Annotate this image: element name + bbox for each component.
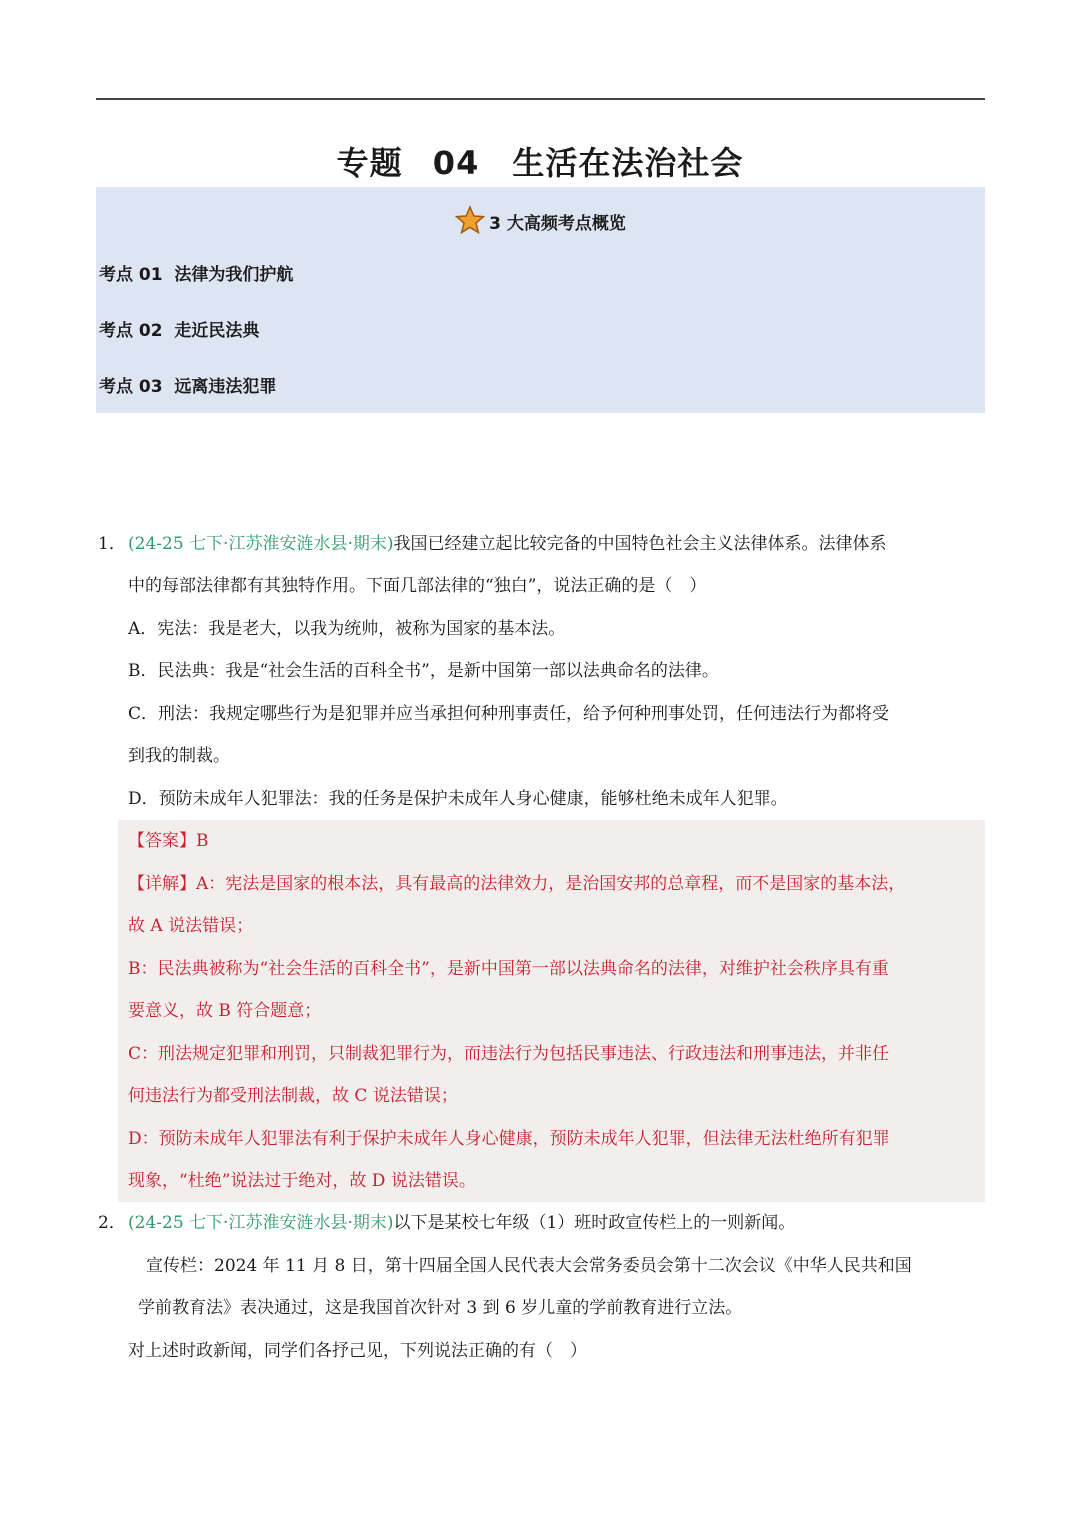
q1-option-a: A．宪法：我是老大，以我为统帅，被称为国家的基本法。 — [128, 619, 566, 639]
q1-explanation-a-line-2: 故 A 说法错误； — [128, 916, 254, 936]
q1-option-c-line-1: C．刑法：我规定哪些行为是犯罪并应当承担何种刑事责任，给予何种刑事处罚，任何违法行为都将受 — [128, 704, 890, 724]
overview-heading — [96, 205, 985, 235]
q1-option-c-line-2: 到我的制裁。 — [128, 746, 230, 766]
q1-explanation-b-line-2: 要意义，故 B 符合题意； — [128, 1001, 322, 1021]
q1-stem-line-1 — [128, 531, 886, 557]
q1-source: (24-25 七下·江苏淮安涟水县·期末) — [128, 534, 394, 554]
q1-explanation-c-line-2: 何违法行为都受刑法制裁，故 C 说法错误； — [128, 1086, 458, 1106]
overview-item-2: 考点 02 走近民法典 — [99, 321, 260, 341]
overview-panel — [96, 187, 985, 413]
overview-item-3: 考点 03 远离违法犯罪 — [99, 377, 277, 397]
q1-answer: 【答案】B — [128, 831, 209, 851]
page-title: 专题 04 生活在法治社会 — [336, 144, 744, 182]
q2-news-line-1: 宣传栏：2024 年 11 月 8 日，第十四届全国人民代表大会常务委员会第十二次会议《中华人民共和国 — [146, 1256, 912, 1276]
q1-option-d: D．预防未成年人犯罪法：我的任务是保护未成年人身心健康，能够杜绝未成年人犯罪。 — [128, 789, 788, 809]
q1-explanation-a-line-1: 【详解】A：宪法是国家的根本法，具有最高的法律效力，是治国安邦的总章程，而不是国家的基本法， — [128, 874, 906, 894]
q1-explanation-d-line-2: 现象，“杜绝”说法过于绝对，故 D 说法错误。 — [128, 1171, 476, 1191]
q2-number: 2． — [98, 1213, 126, 1233]
q1-stem-line-2: 中的每部法律都有其独特作用。下面几部法律的“独白”，说法正确的是（ ） — [128, 576, 707, 596]
star-icon — [455, 205, 485, 235]
header-rule — [96, 98, 985, 100]
overview-item-1: 考点 01 法律为我们护航 — [99, 265, 294, 285]
q1-explanation-c-line-1: C：刑法规定犯罪和刑罚，只制裁犯罪行为，而违法行为包括民事违法、行政违法和刑事违法，并非任 — [128, 1044, 890, 1064]
q1-number: 1． — [98, 534, 126, 554]
q2-question: 对上述时政新闻，同学们各抒己见，下列说法正确的有（ ） — [128, 1341, 587, 1361]
q1-explanation-b-line-1: B：民法典被称为“社会生活的百科全书”，是新中国第一部以法典命名的法律，对维护社会秩序具有重 — [128, 959, 889, 979]
q1-explanation-d-line-1: D：预防未成年人犯罪法有利于保护未成年人身心健康，预防未成年人犯罪，但法律无法杜绝所有犯罪 — [128, 1129, 890, 1149]
q1-stem-text-1: 我国已经建立起比较完备的中国特色社会主义法律体系。法律体系 — [393, 534, 887, 554]
q2-news-line-2: 学前教育法》表决通过，这是我国首次针对 3 到 6 岁儿童的学前教育进行立法。 — [138, 1298, 743, 1318]
q2-stem-text: 以下是某校七年级（1）班时政宣传栏上的一则新闻。 — [393, 1213, 796, 1233]
q1-option-b: B．民法典：我是“社会生活的百科全书”，是新中国第一部以法典命名的法律。 — [128, 661, 719, 681]
q2-source: (24-25 七下·江苏淮安涟水县·期末) — [128, 1213, 394, 1233]
q2-stem — [128, 1210, 795, 1236]
overview-heading-text: 3 大高频考点概览 — [489, 214, 626, 234]
